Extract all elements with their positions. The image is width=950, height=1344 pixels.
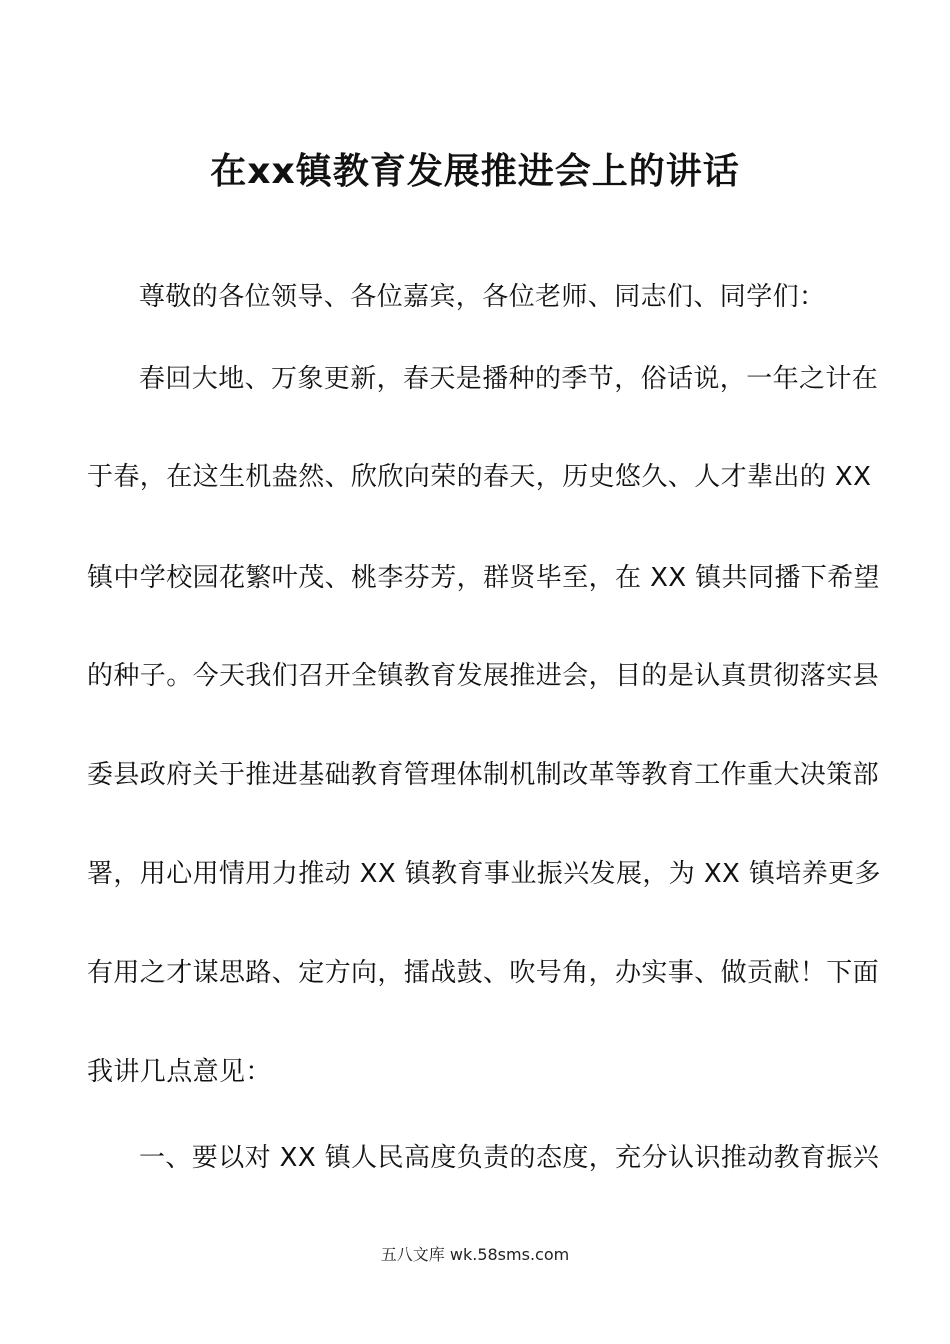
body-line-4: 的种子。今天我们召开全镇教育发展推进会，目的是认真贯彻落实县	[87, 661, 880, 691]
body-line-1: 春回大地、万象更新，春天是播种的季节，俗话说，一年之计在	[139, 364, 879, 394]
body-line-2: 于春，在这生机盎然、欣欣向荣的春天，历史悠久、人才辈出的 XX	[87, 462, 872, 492]
section-heading-line: 一、要以对 XX 镇人民高度负责的态度，充分认识推动教育振兴	[139, 1143, 880, 1173]
body-line-7: 有用之才谋思路、定方向，擂战鼓、吹号角，办实事、做贡献！下面	[87, 958, 880, 988]
salutation-line: 尊敬的各位领导、各位嘉宾，各位老师、同志们、同学们：	[139, 282, 826, 312]
footer-watermark: 五八文库 wk.58sms.com	[380, 1245, 570, 1264]
body-line-5: 委县政府关于推进基础教育管理体制机制改革等教育工作重大决策部	[87, 760, 880, 790]
body-line-3: 镇中学校园花繁叶茂、桃李芬芳，群贤毕至，在 XX 镇共同播下希望	[87, 563, 880, 593]
body-line-8: 我讲几点意见：	[87, 1057, 272, 1087]
document-title: 在xx镇教育发展推进会上的讲话	[210, 151, 740, 192]
body-line-6: 署，用心用情用力推动 XX 镇教育事业振兴发展，为 XX 镇培养更多	[87, 859, 881, 889]
